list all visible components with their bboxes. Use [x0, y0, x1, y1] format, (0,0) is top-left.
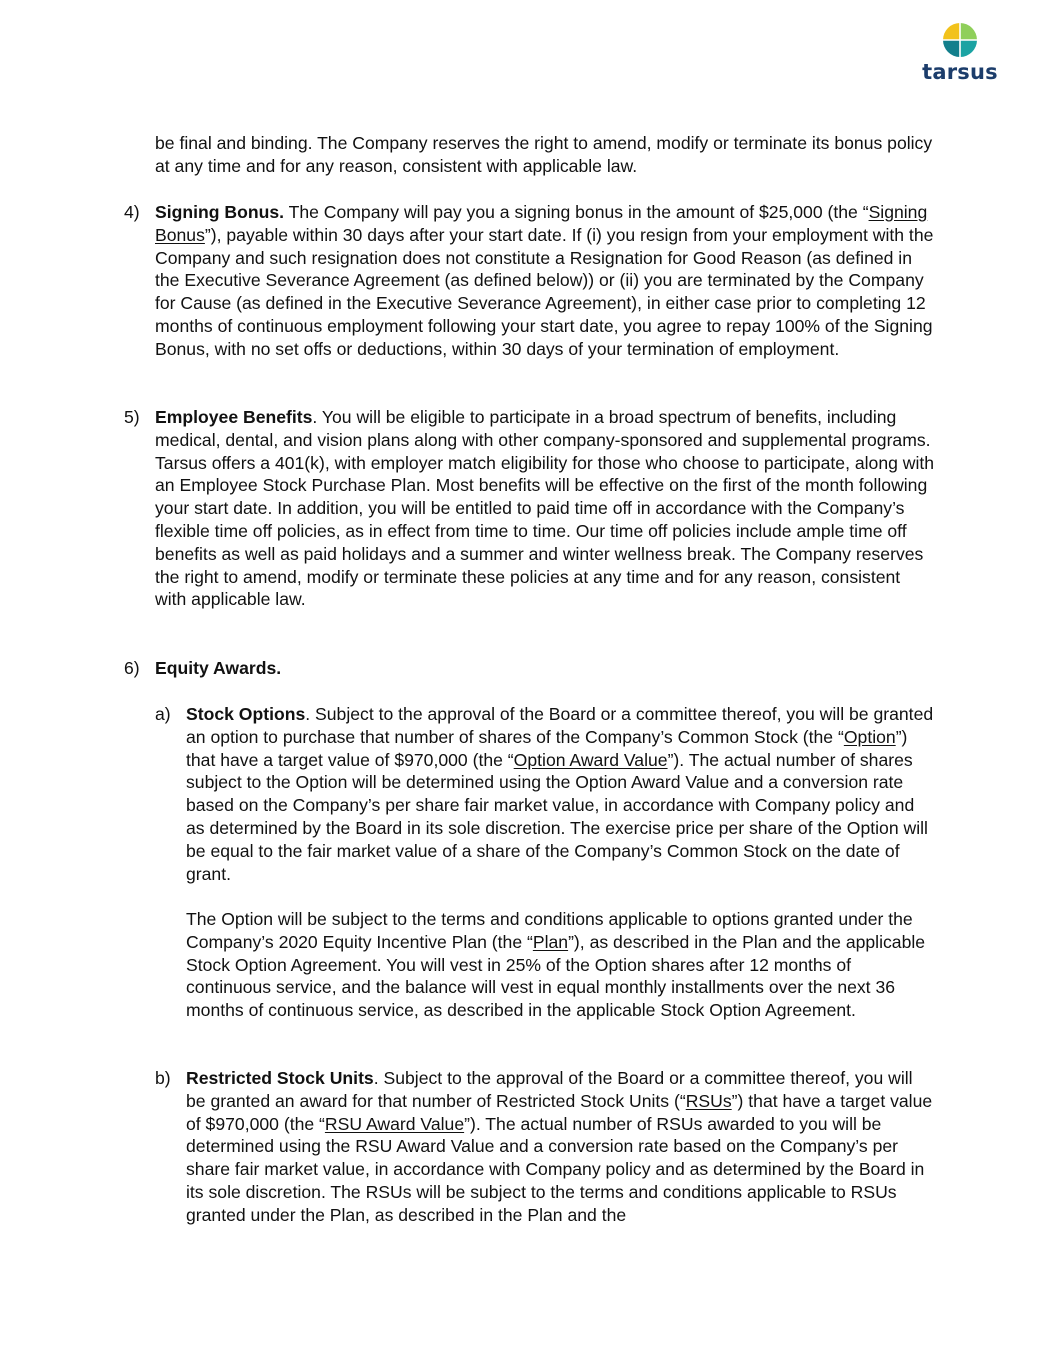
defined-term-option: Option: [843, 726, 896, 747]
section-6-number: 6): [124, 658, 140, 678]
defined-term-plan: Plan: [532, 931, 569, 952]
section-4-signing-bonus: Signing Bonus. The Company will pay you a signing bonus in the amount of $25,000 (the “Signing Bonus”), payable within 30 days after your start date. If (i) you resign from your employment with the Company and such resignation does not constitute a Resignation for Good Reason (as defined in the Executive Severance Agreement (as defined below)) or (ii) you are terminated by the Company for Cause (as defined in the Executive Severance Agreement), in either case prior to completing 12 months of continuous employment following your start date, you agree to repay 100% of the Signing Bonus, with no set offs or deductions, within 30 days of your termination of employment.: [155, 202, 934, 359]
subsection-a-title: Stock Options: [186, 704, 306, 724]
section-4-number: 4): [124, 202, 140, 222]
subsection-b-marker: b): [155, 1068, 171, 1088]
defined-term-rsu-award-value: RSU Award Value: [324, 1113, 465, 1134]
company-logo: [912, 22, 1008, 84]
defined-term-signing-bonus: Signing Bonus: [155, 202, 928, 245]
defined-term-option-award-value: Option Award Value: [513, 749, 668, 770]
defined-term-rsus: RSUs: [685, 1090, 732, 1111]
intro-paragraph: be final and binding. The Company reserves the right to amend, modify or terminate its bonus policy at any time and for any reason, consistent with applicable law.: [155, 133, 933, 176]
section-6-title: Equity Awards.: [155, 658, 282, 678]
logo-wordmark: tarsus: [922, 60, 998, 84]
section-4-title: Signing Bonus.: [155, 202, 285, 222]
subsection-a-stock-options: Stock Options. Subject to the approval of the Board or a committee thereof, you will be granted an option to purchase that number of shares of the Company’s Common Stock (the “Option”) that have a target value of $970,000 (the “Option Award Value”). The actual number of shares subject to the Option will be determined using the Option Award Value and a conversion rate based on the Company’s per share fair market value, in accordance with Company policy and as determined by the Board in its sole discretion. The exercise price per share of the Option will be equal to the fair market value of a share of the Company’s Common Stock on the date of grant.: [186, 704, 934, 884]
tarsus-logo-icon: [942, 22, 978, 58]
subsection-b-title: Restricted Stock Units: [186, 1068, 374, 1088]
subsection-a-marker: a): [155, 704, 171, 724]
subsection-a-vesting-paragraph: The Option will be subject to the terms and conditions applicable to options granted under the Company’s 2020 Equity Incentive Plan (the “Plan”), as described in the Plan and the applicable Stock Option Agreement. You will vest in 25% of the Option shares after 12 months of continuous service, and the balance will vest in equal monthly installments over the next 36 months of continuous service, as described in the applicable Stock Option Agreement.: [186, 909, 926, 1021]
section-5-number: 5): [124, 407, 140, 427]
section-5-employee-benefits: Employee Benefits. You will be eligible to participate in a broad spectrum of benefits, including medical, dental, and vision plans along with other company-sponsored and supplemental programs. Tarsus offers a 401(k), with employer match eligibility for those who choose to participate, along with an Employee Stock Purchase Plan. Most benefits will be effective on the first of the month following your start date. In addition, you will be entitled to paid time off in accordance with the Company’s flexible time off policies, as in effect from time to time. Our time off policies include ample time off benefits as well as paid holidays and a summer and winter wellness break. The Company reserves the right to amend, modify or terminate these policies at any time and for any reason, consistent with applicable law.: [155, 407, 935, 610]
section-5-title: Employee Benefits: [155, 407, 313, 427]
subsection-b-restricted-stock-units: Restricted Stock Units. Subject to the approval of the Board or a committee thereof, you will be granted an award for that number of Restricted Stock Units (“RSUs”) that have a target value of $970,000 (the “RSU Award Value”). The actual number of RSUs awarded to you will be determined using the RSU Award Value and a conversion rate based on the Company’s per share fair market value, in accordance with Company policy and as determined by the Board in its sole discretion. The RSUs will be subject to the terms and conditions applicable to RSUs granted under the Plan, as described in the Plan and the: [186, 1068, 933, 1225]
